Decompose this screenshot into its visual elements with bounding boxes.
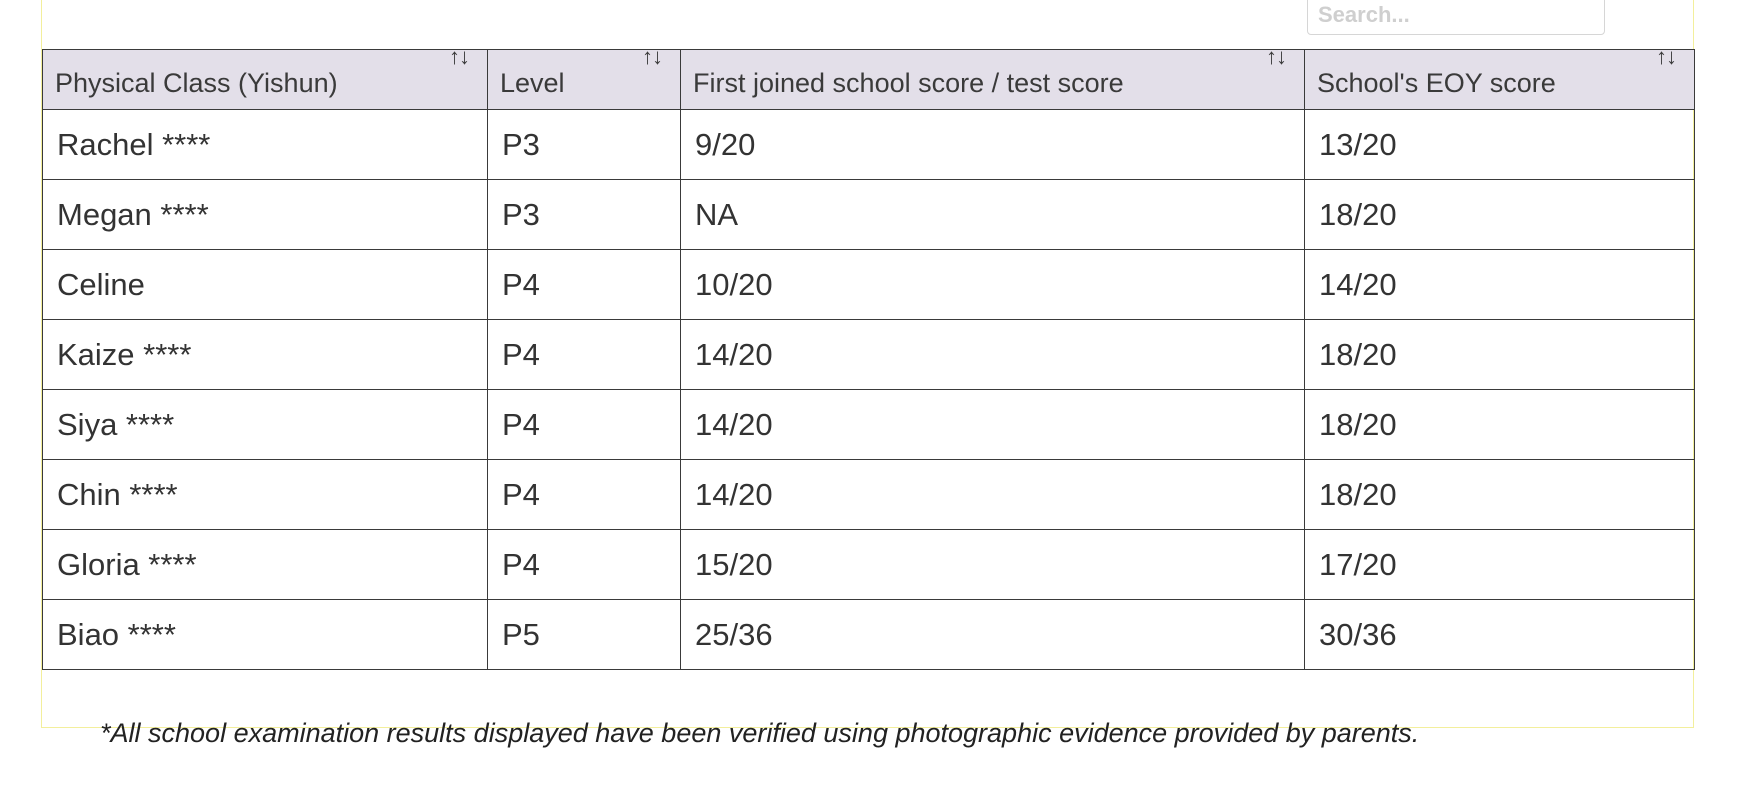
column-header-first-joined-score[interactable] <box>681 44 1305 110</box>
cell-first-score: 10/20 <box>681 250 1305 320</box>
table-row <box>43 390 1695 460</box>
table-body <box>43 110 1695 670</box>
table-header <box>43 44 1695 110</box>
cell-level: P4 <box>488 250 681 320</box>
cell-eoy-score: 18/20 <box>1305 180 1695 250</box>
cell-name: Celine <box>43 250 488 320</box>
cell-first-score: 14/20 <box>681 320 1305 390</box>
header-row <box>43 50 1695 110</box>
table-row <box>43 320 1695 390</box>
column-header-label: School's EOY score <box>1317 68 1556 98</box>
cell-first-score: 15/20 <box>681 530 1305 600</box>
cell-eoy-score: 18/20 <box>1305 460 1695 530</box>
table-row <box>43 460 1695 530</box>
table-row <box>43 110 1695 180</box>
cell-first-score: 14/20 <box>681 390 1305 460</box>
cell-eoy-score: 18/20 <box>1305 390 1695 460</box>
cell-eoy-score: 18/20 <box>1305 320 1695 390</box>
cell-eoy-score: 14/20 <box>1305 250 1695 320</box>
verification-footnote: *All school examination results displayed have been verified using photographic evidence provided by parents. <box>100 718 1420 748</box>
table-row <box>43 180 1695 250</box>
cell-level: P4 <box>488 320 681 390</box>
table-row <box>43 250 1695 320</box>
column-header-level[interactable] <box>488 44 681 110</box>
cell-eoy-score: 17/20 <box>1305 530 1695 600</box>
cell-name: Gloria **** <box>43 530 488 600</box>
sort-icon[interactable]: ↑↓ <box>449 44 469 69</box>
cell-name: Chin **** <box>43 460 488 530</box>
cell-level: P3 <box>488 110 681 180</box>
cell-eoy-score: 13/20 <box>1305 110 1695 180</box>
cell-first-score: 14/20 <box>681 460 1305 530</box>
cell-level: P4 <box>488 390 681 460</box>
column-header-label: Physical Class (Yishun) <box>55 68 338 98</box>
column-header-label: Level <box>500 68 565 98</box>
cell-level: P5 <box>488 600 681 670</box>
sort-icon[interactable]: ↑↓ <box>1656 44 1676 69</box>
column-header-eoy-score[interactable] <box>1305 44 1695 110</box>
cell-name: Siya **** <box>43 390 488 460</box>
search-box[interactable] <box>1307 0 1605 35</box>
sort-icon[interactable]: ↑↓ <box>1266 44 1286 69</box>
results-table <box>42 44 1695 670</box>
cell-eoy-score: 30/36 <box>1305 600 1695 670</box>
column-header-physical-class[interactable] <box>43 44 488 110</box>
sort-icon[interactable]: ↑↓ <box>642 44 662 69</box>
cell-name: Kaize **** <box>43 320 488 390</box>
cell-level: P4 <box>488 460 681 530</box>
cell-first-score: 25/36 <box>681 600 1305 670</box>
cell-first-score: 9/20 <box>681 110 1305 180</box>
cell-name: Megan **** <box>43 180 488 250</box>
cell-first-score: NA <box>681 180 1305 250</box>
search-input[interactable] <box>1308 0 1604 34</box>
cell-level: P4 <box>488 530 681 600</box>
cell-level: P3 <box>488 180 681 250</box>
cell-name: Rachel **** <box>43 110 488 180</box>
table-row <box>43 530 1695 600</box>
column-header-label: First joined school score / test score <box>693 68 1124 98</box>
cell-name: Biao **** <box>43 600 488 670</box>
table-row <box>43 600 1695 670</box>
